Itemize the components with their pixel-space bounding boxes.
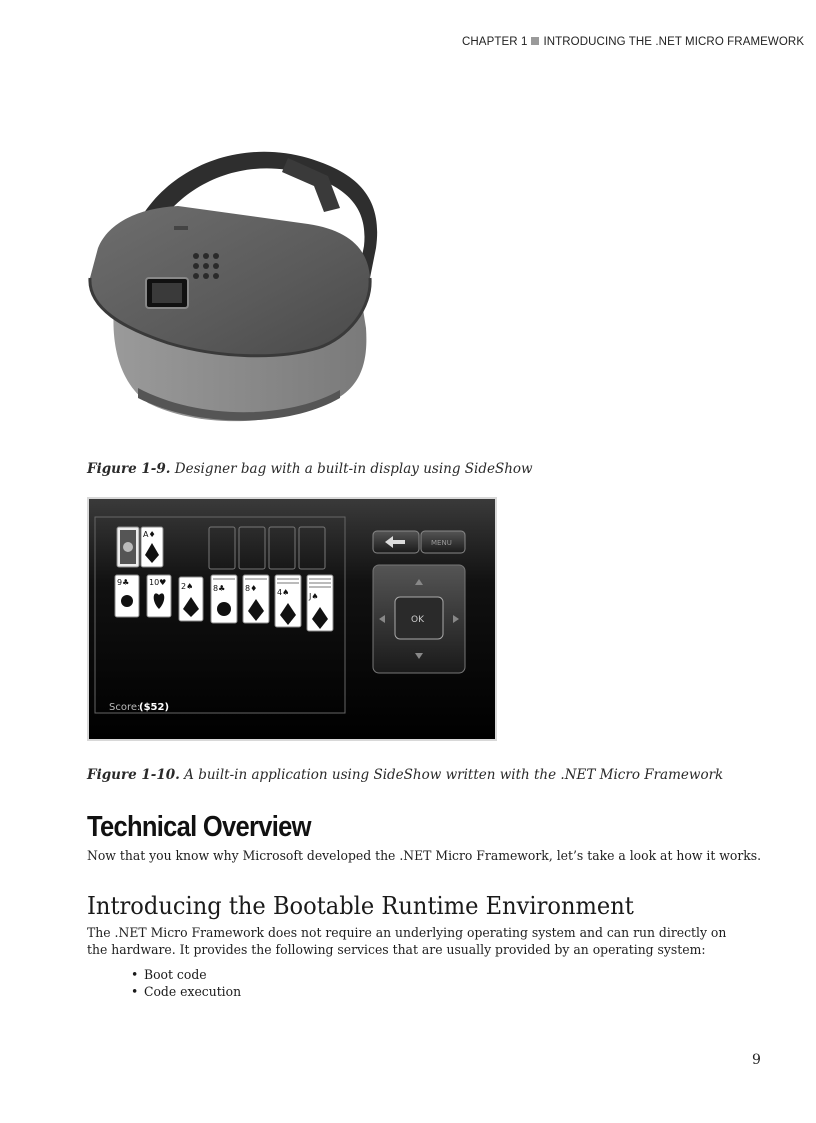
figure-1-10-label: Figure 1-10. [87,767,180,783]
foundation-card[interactable] [141,527,163,567]
figure-1-10-caption [87,767,723,783]
score-value: ($52) [139,702,170,713]
designer-bag-illustration [78,128,408,448]
figure-1-10-image [87,497,497,741]
back-button[interactable] [373,531,419,553]
services-list [131,967,241,1001]
figure-1-9-label: Figure 1-9. [87,461,171,477]
tableau-card-2[interactable] [147,575,171,617]
ok-label: OK [411,615,424,625]
figure-1-9-text: Designer bag with a built-in display using SideShow [174,461,533,477]
tableau-card-3[interactable] [179,577,203,621]
tableau-card-5[interactable] [243,575,269,623]
menu-label: MENU [431,539,452,547]
chapter-label: CHAPTER 1 [462,36,528,48]
section-2-body: The .NET Micro Framework does not require an underlying operating system and can run directly on the hardware. It provides the following services that are usually provided by an operating system: [87,926,727,958]
tableau-card-7[interactable] [307,575,333,631]
page-number: 9 [752,1052,761,1068]
chapter-title: INTRODUCING THE .NET MICRO FRAMEWORK [543,36,805,48]
stock-pile[interactable] [117,527,139,567]
menu-button[interactable] [421,531,465,553]
tableau-card-4[interactable] [211,575,237,623]
sideshow-solitaire-screen [87,497,497,741]
list-item: • Code execution [131,984,241,1001]
ok-button[interactable] [395,597,443,639]
figure-1-9-caption [87,461,533,477]
score-label: Score: [109,702,141,713]
tableau-card-7-label: J♠ [309,592,319,601]
separator-square-icon [531,37,539,45]
tableau-card-1[interactable] [115,575,139,617]
list-item: • Boot code [131,967,241,984]
tableau-card-6[interactable] [275,575,301,627]
section-heading-technical-overview: Technical Overview [87,811,311,843]
section-1-body: Now that you know why Microsoft developed the .NET Micro Framework, let’s take a look at how it works. [87,849,762,864]
tableau-card-6-label: 4♠ [277,588,290,597]
running-header [462,36,804,48]
tableau-card-4-label: 8♣ [213,584,226,593]
foundation-card-label: A♦ [143,530,156,539]
tableau-card-2-label: 10♥ [149,578,167,587]
tableau-card-3-label: 2♠ [181,582,194,591]
figure-1-9-image [78,128,408,448]
tableau-card-1-label: 9♣ [117,578,130,587]
figure-1-10-text: A built-in application using SideShow written with the .NET Micro Framework [184,767,724,783]
section-heading-bootable-runtime: Introducing the Bootable Runtime Environment [87,892,634,920]
tableau-card-5-label: 8♦ [245,584,258,593]
